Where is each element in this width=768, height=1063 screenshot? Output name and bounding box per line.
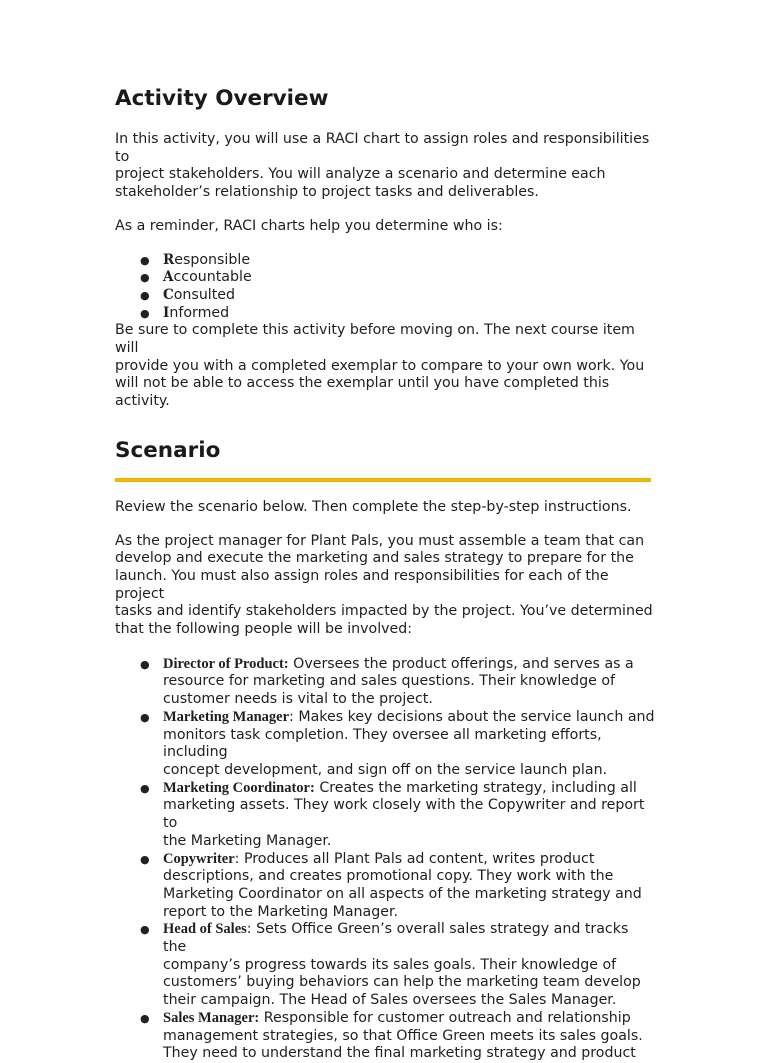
role-description: customers’ buying behaviors can help the marketing team develop: [163, 974, 641, 991]
scenario-line: tasks and identify stakeholders impacted by the project. You’ve determined: [115, 603, 653, 620]
role-description: report to the Marketing Manager.: [163, 903, 398, 920]
role-description: customer needs is vital to the project.: [163, 691, 433, 708]
scenario-heading: Scenario: [115, 437, 221, 463]
role-description: Responsible for customer outreach and relationship: [259, 1009, 631, 1026]
reminder-text: As a reminder, RACI charts help you determine who is:: [115, 217, 503, 234]
scenario-line: that the following people will be involved:: [115, 621, 413, 638]
stakeholder-role: Head of Sales: [163, 921, 247, 938]
role-description: concept development, and sign off on the service launch plan.: [163, 761, 608, 778]
stakeholder-list: [115, 656, 655, 1063]
list-item: [115, 287, 655, 305]
role-description: marketing assets. They work closely with the Copywriter and report to: [163, 797, 645, 832]
list-item: [115, 305, 655, 323]
note-line: will not be able to access the exemplar until you have completed this activity.: [115, 375, 610, 410]
raci-word: onsulted: [173, 286, 236, 303]
role-description: their campaign. The Head of Sales oversees the Sales Manager.: [163, 992, 617, 1009]
bullet-icon: ●: [140, 288, 150, 302]
role-description: They need to understand the final marketing strategy and product: [163, 1045, 636, 1062]
raci-letter: C: [163, 286, 174, 303]
bullet-icon: ●: [140, 781, 150, 795]
raci-letter: I: [163, 304, 170, 321]
role-description: company’s progress towards its sales goals. Their knowledge of: [163, 956, 617, 973]
role-description: the Marketing Manager.: [163, 832, 332, 849]
bullet-icon: ●: [140, 923, 150, 937]
role-description: Oversees the product offerings, and serves as a: [288, 655, 634, 672]
bullet-icon: ●: [140, 253, 150, 267]
intro-line: stakeholder’s relationship to project tasks and deliverables.: [115, 184, 539, 201]
bullet-icon: ●: [140, 1011, 150, 1025]
intro-line: project stakeholders. You will analyze a scenario and determine each: [115, 166, 606, 183]
role-description: Creates the marketing strategy, including all: [314, 779, 637, 796]
list-item: [115, 269, 655, 287]
raci-list: [115, 252, 655, 323]
review-text: Review the scenario below. Then complete the step-by-step instructions.: [115, 498, 632, 515]
raci-word: esponsible: [174, 251, 251, 268]
role-description: resource for marketing and sales questions. Their knowledge of: [163, 673, 616, 690]
raci-letter: A: [163, 269, 174, 286]
intro-paragraph: [115, 131, 655, 202]
raci-word: ccountable: [173, 269, 252, 286]
list-item: [115, 780, 655, 851]
role-description: : Sets Office Green’s overall sales strategy and tracks the: [163, 921, 629, 956]
raci-letter: R: [163, 251, 175, 268]
bullet-icon: ●: [140, 306, 150, 320]
list-item: [115, 1010, 655, 1063]
stakeholder-role: Marketing Coordinator:: [163, 779, 315, 796]
bullet-icon: ●: [140, 657, 150, 671]
note-line: Be sure to complete this activity before moving on. The next course item will: [115, 322, 635, 357]
scenario-paragraph: [115, 533, 655, 639]
note-line: provide you with a completed exemplar to compare to your own work. You: [115, 357, 645, 374]
role-description: management strategies, so that Office Green meets its sales goals.: [163, 1027, 643, 1044]
list-item: [115, 921, 655, 1010]
document-page: [115, 86, 655, 1063]
stakeholder-role: Marketing Manager: [163, 708, 290, 725]
bullet-icon: ●: [140, 271, 150, 285]
raci-word: nformed: [169, 304, 230, 321]
role-description: Marketing Coordinator on all aspects of the marketing strategy and: [163, 885, 642, 902]
scenario-line: As the project manager for Plant Pals, you must assemble a team that can: [115, 532, 645, 549]
intro-line: In this activity, you will use a RACI chart to assign roles and responsibilities to: [115, 131, 650, 165]
scenario-line: develop and execute the marketing and sales strategy to prepare for the: [115, 550, 634, 567]
bullet-icon: ●: [140, 710, 150, 724]
role-description: : Makes key decisions about the service launch and: [289, 708, 655, 725]
role-description: : Produces all Plant Pals ad content, writes product: [234, 850, 595, 867]
scenario-line: launch. You must also assign roles and responsibilities for each of the project: [115, 567, 609, 602]
list-item: [115, 656, 655, 709]
role-description: descriptions, and creates promotional copy. They work with the: [163, 868, 614, 885]
note-paragraph: [115, 322, 655, 411]
role-description: monitors task completion. They oversee all marketing efforts, including: [163, 726, 602, 761]
stakeholder-role: Director of Product:: [163, 655, 289, 672]
list-item: [115, 709, 655, 780]
stakeholder-role: Sales Manager:: [163, 1009, 260, 1026]
bullet-icon: ●: [140, 852, 150, 866]
activity-overview-heading: Activity Overview: [115, 86, 329, 111]
list-item: [115, 252, 655, 270]
list-item: [115, 851, 655, 922]
stakeholder-role: Copywriter: [163, 850, 235, 867]
